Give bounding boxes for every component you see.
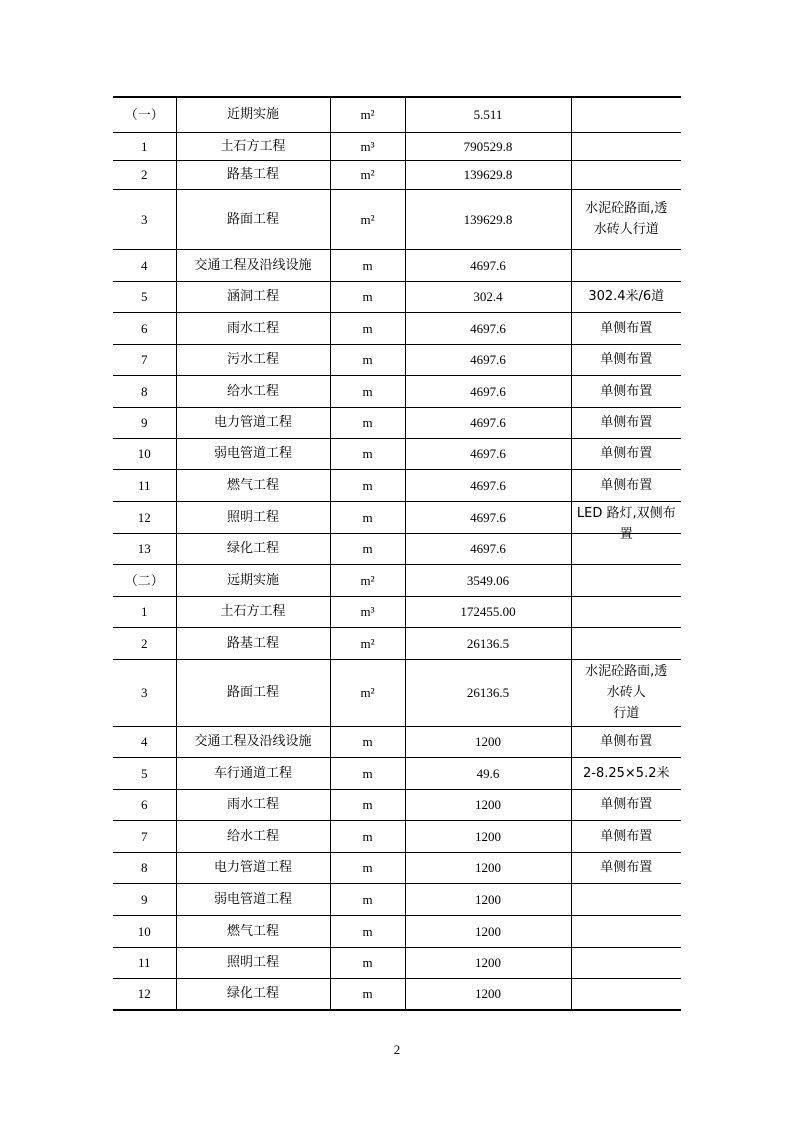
- item-name-cell: 交通工程及沿线设施: [176, 726, 330, 757]
- quantity-cell: 26136.5: [405, 627, 571, 659]
- row-number-cell: 10: [113, 915, 176, 947]
- table-row: [113, 978, 681, 1010]
- table-row: [113, 726, 681, 757]
- remark-cell: [571, 596, 681, 627]
- table-row: [113, 947, 681, 978]
- row-number-cell: 9: [113, 407, 176, 438]
- quantity-cell: 1200: [405, 820, 571, 852]
- table-row: [113, 132, 681, 160]
- table-row: [113, 281, 681, 312]
- remark-cell: 单侧布置: [571, 820, 681, 852]
- row-number-cell: 11: [113, 947, 176, 978]
- unit-cell: m: [330, 978, 405, 1010]
- row-number-cell: 4: [113, 249, 176, 281]
- remark-cell: 水泥砼路面,透 水砖人行道: [571, 189, 681, 249]
- table-row: [113, 407, 681, 438]
- unit-cell: m: [330, 852, 405, 883]
- row-number-cell: 12: [113, 501, 176, 533]
- unit-cell: m: [330, 469, 405, 501]
- item-name-cell: 车行通道工程: [176, 757, 330, 789]
- unit-cell: m³: [330, 132, 405, 160]
- table-row: [113, 97, 681, 132]
- row-number-cell: 2: [113, 160, 176, 189]
- unit-cell: m: [330, 820, 405, 852]
- quantity-cell: 4697.6: [405, 438, 571, 469]
- item-name-cell: 路基工程: [176, 627, 330, 659]
- quantity-cell: 3549.06: [405, 564, 571, 596]
- table-row: [113, 249, 681, 281]
- unit-cell: m: [330, 375, 405, 407]
- item-name-cell: 路面工程: [176, 189, 330, 249]
- row-number-cell: 5: [113, 757, 176, 789]
- unit-cell: m: [330, 533, 405, 564]
- remark-cell: [571, 915, 681, 947]
- item-name-cell: 燃气工程: [176, 469, 330, 501]
- item-name-cell: 近期实施: [176, 97, 330, 132]
- unit-cell: m: [330, 501, 405, 533]
- item-name-cell: 照明工程: [176, 947, 330, 978]
- remark-cell: [571, 627, 681, 659]
- quantity-cell: 4697.6: [405, 533, 571, 564]
- item-name-cell: 土石方工程: [176, 132, 330, 160]
- quantity-cell: 1200: [405, 883, 571, 915]
- item-name-cell: 涵洞工程: [176, 281, 330, 312]
- page-number: 2: [393, 1042, 401, 1057]
- remark-cell: 单侧布置: [571, 344, 681, 375]
- table-row: [113, 915, 681, 947]
- item-name-cell: 弱电管道工程: [176, 883, 330, 915]
- quantities-table: [113, 96, 681, 1011]
- unit-cell: m³: [330, 596, 405, 627]
- unit-cell: m: [330, 438, 405, 469]
- row-number-cell: 4: [113, 726, 176, 757]
- table-row: [113, 659, 681, 726]
- item-name-cell: 路基工程: [176, 160, 330, 189]
- item-name-cell: 电力管道工程: [176, 407, 330, 438]
- row-number-cell: 8: [113, 375, 176, 407]
- row-number-cell: 6: [113, 789, 176, 820]
- quantity-cell: 26136.5: [405, 659, 571, 726]
- remark-cell: [571, 97, 681, 132]
- item-name-cell: 给水工程: [176, 375, 330, 407]
- remark-cell: [571, 947, 681, 978]
- row-number-cell: 8: [113, 852, 176, 883]
- remark-cell: [571, 132, 681, 160]
- table-row: [113, 627, 681, 659]
- remark-cell: [571, 160, 681, 189]
- unit-cell: m: [330, 883, 405, 915]
- quantity-cell: 5.511: [405, 97, 571, 132]
- item-name-cell: 绿化工程: [176, 978, 330, 1010]
- table-row: [113, 564, 681, 596]
- quantity-cell: 4697.6: [405, 249, 571, 281]
- remark-cell: 单侧布置: [571, 469, 681, 501]
- item-name-cell: 电力管道工程: [176, 852, 330, 883]
- row-number-cell: 3: [113, 189, 176, 249]
- remark-cell: [571, 501, 681, 542]
- item-name-cell: 远期实施: [176, 564, 330, 596]
- table-row: [113, 596, 681, 627]
- remark-cell: 水泥砼路面,透 水砖人 行道: [571, 659, 681, 726]
- row-number-cell: 2: [113, 627, 176, 659]
- row-number-cell: 1: [113, 596, 176, 627]
- quantity-cell: 4697.6: [405, 344, 571, 375]
- table-row: [113, 160, 681, 189]
- quantity-cell: 4697.6: [405, 312, 571, 344]
- table-row: [113, 375, 681, 407]
- remark-cell: [571, 249, 681, 281]
- row-number-cell: 3: [113, 659, 176, 726]
- table-row: [113, 533, 681, 564]
- table-row: [113, 312, 681, 344]
- row-number-cell: 11: [113, 469, 176, 501]
- row-number-cell: 10: [113, 438, 176, 469]
- quantity-cell: 790529.8: [405, 132, 571, 160]
- table-row: [113, 344, 681, 375]
- quantity-cell: 1200: [405, 789, 571, 820]
- unit-cell: m²: [330, 189, 405, 249]
- item-name-cell: 雨水工程: [176, 789, 330, 820]
- quantity-cell: 1200: [405, 726, 571, 757]
- unit-cell: m: [330, 312, 405, 344]
- item-name-cell: 燃气工程: [176, 915, 330, 947]
- remark-cell: 单侧布置: [571, 852, 681, 883]
- remark-cell: 302.4米/6道: [571, 281, 681, 312]
- unit-cell: m: [330, 726, 405, 757]
- remark-cell: 单侧布置: [571, 438, 681, 469]
- quantity-cell: 139629.8: [405, 160, 571, 189]
- table-row: [113, 757, 681, 789]
- row-number-cell: 7: [113, 344, 176, 375]
- unit-cell: m: [330, 249, 405, 281]
- item-name-cell: 污水工程: [176, 344, 330, 375]
- item-name-cell: 土石方工程: [176, 596, 330, 627]
- row-number-cell: 13: [113, 533, 176, 564]
- unit-cell: m²: [330, 97, 405, 132]
- table-row: [113, 883, 681, 915]
- table-row: [113, 789, 681, 820]
- quantity-cell: 4697.6: [405, 407, 571, 438]
- unit-cell: m²: [330, 627, 405, 659]
- quantity-cell: 1200: [405, 852, 571, 883]
- remark-cell: 单侧布置: [571, 375, 681, 407]
- quantity-cell: 4697.6: [405, 375, 571, 407]
- unit-cell: m: [330, 947, 405, 978]
- remark-cell: 单侧布置: [571, 789, 681, 820]
- table-row: [113, 189, 681, 249]
- quantity-cell: 1200: [405, 947, 571, 978]
- quantity-cell: 49.6: [405, 757, 571, 789]
- table-row: [113, 820, 681, 852]
- item-name-cell: 绿化工程: [176, 533, 330, 564]
- unit-cell: m²: [330, 160, 405, 189]
- row-number-cell: 6: [113, 312, 176, 344]
- remark-cell: 单侧布置: [571, 726, 681, 757]
- unit-cell: m²: [330, 564, 405, 596]
- unit-cell: m: [330, 344, 405, 375]
- table-body: [113, 97, 681, 1010]
- row-number-cell: （二）: [113, 564, 176, 596]
- row-number-cell: 9: [113, 883, 176, 915]
- quantity-cell: 1200: [405, 915, 571, 947]
- table-row: [113, 501, 681, 533]
- remark-cell: [571, 883, 681, 915]
- row-number-cell: 1: [113, 132, 176, 160]
- remark-cell: 2-8.25×5.2米: [571, 757, 681, 789]
- item-name-cell: 照明工程: [176, 501, 330, 533]
- row-number-cell: 12: [113, 978, 176, 1010]
- quantity-cell: 1200: [405, 978, 571, 1010]
- row-number-cell: 5: [113, 281, 176, 312]
- item-name-cell: 雨水工程: [176, 312, 330, 344]
- table-row: [113, 852, 681, 883]
- row-number-cell: 7: [113, 820, 176, 852]
- remark-text: LED 路灯,双侧布置: [576, 506, 676, 542]
- remark-cell: [571, 564, 681, 596]
- item-name-cell: 弱电管道工程: [176, 438, 330, 469]
- unit-cell: m²: [330, 659, 405, 726]
- table-row: [113, 469, 681, 501]
- unit-cell: m: [330, 789, 405, 820]
- unit-cell: m: [330, 757, 405, 789]
- quantity-cell: 139629.8: [405, 189, 571, 249]
- item-name-cell: 给水工程: [176, 820, 330, 852]
- unit-cell: m: [330, 407, 405, 438]
- quantity-cell: 302.4: [405, 281, 571, 312]
- row-number-cell: （一）: [113, 97, 176, 132]
- item-name-cell: 路面工程: [176, 659, 330, 726]
- quantity-cell: 4697.6: [405, 501, 571, 533]
- remark-cell: 单侧布置: [571, 407, 681, 438]
- quantity-cell: 172455.00: [405, 596, 571, 627]
- unit-cell: m: [330, 915, 405, 947]
- unit-cell: m: [330, 281, 405, 312]
- remark-cell: 单侧布置: [571, 312, 681, 344]
- quantity-cell: 4697.6: [405, 469, 571, 501]
- remark-cell: [571, 978, 681, 1010]
- item-name-cell: 交通工程及沿线设施: [176, 249, 330, 281]
- table-row: [113, 438, 681, 469]
